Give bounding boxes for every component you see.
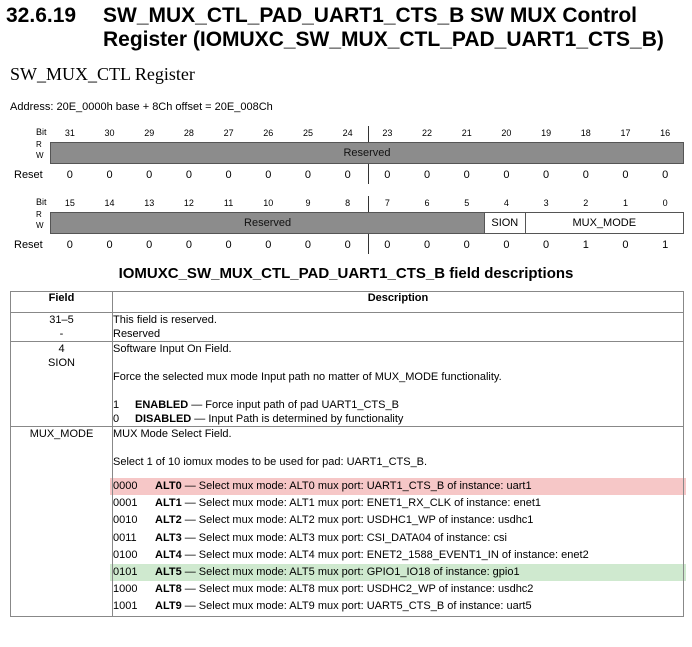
register-subtitle: SW_MUX_CTL Register bbox=[10, 64, 195, 84]
description-cell bbox=[113, 342, 684, 427]
table-header-row bbox=[11, 292, 684, 313]
register-field-reserved: Reserved bbox=[51, 143, 683, 163]
reset-value: 0 bbox=[146, 239, 153, 251]
reset-value: 0 bbox=[344, 169, 351, 181]
alt-code: 1001 bbox=[113, 600, 138, 613]
table-title: IOMUXC_SW_MUX_CTL_PAD_UART1_CTS_B field descriptions bbox=[118, 265, 574, 282]
bit-number: 21 bbox=[461, 128, 472, 138]
bit-number: 12 bbox=[183, 198, 194, 208]
reset-value: 0 bbox=[304, 169, 312, 181]
reset-value: 0 bbox=[384, 169, 391, 181]
reset-value: 1 bbox=[662, 239, 669, 251]
field-name: SION bbox=[48, 357, 75, 369]
alt-code: 0101 bbox=[113, 566, 138, 579]
description-line: Reserved bbox=[113, 328, 161, 340]
field-column-header: Field bbox=[11, 292, 113, 313]
description-cell bbox=[113, 313, 684, 342]
register-diagram-lower bbox=[0, 196, 692, 256]
alt-code: 0010 bbox=[113, 514, 138, 527]
reset-value: 0 bbox=[463, 239, 470, 251]
reset-value: 0 bbox=[225, 239, 232, 251]
bit-number: 2 bbox=[583, 198, 589, 208]
reset-value: 0 bbox=[106, 169, 113, 181]
description-line: Software Input On Field. bbox=[113, 343, 232, 355]
reset-value: 0 bbox=[265, 169, 272, 181]
reset-value: 0 bbox=[265, 239, 272, 251]
register-field-mux-mode: MUX_MODE bbox=[526, 213, 684, 233]
bit-number: 30 bbox=[104, 128, 115, 138]
alt-description: — Select mux mode: ALT4 mux port: ENET2_1588_EVENT1_IN of instance: enet2 bbox=[181, 548, 589, 561]
mux-alt-item bbox=[110, 495, 686, 512]
write-label: W bbox=[36, 221, 44, 230]
bit-number: 18 bbox=[580, 128, 591, 138]
reset-value: 0 bbox=[384, 239, 391, 251]
reset-value: 0 bbox=[582, 169, 589, 181]
reset-value: 0 bbox=[66, 239, 73, 251]
enum-code: 0 bbox=[113, 413, 120, 425]
table-row-reserved bbox=[11, 313, 684, 342]
enum-item bbox=[113, 398, 683, 412]
field-bar-upper bbox=[50, 142, 684, 164]
reset-value: 0 bbox=[503, 169, 510, 181]
reset-value: 0 bbox=[543, 239, 550, 251]
alt-code: 0000 bbox=[113, 480, 138, 492]
bit-number: 13 bbox=[144, 198, 155, 208]
description-cell bbox=[113, 427, 684, 617]
bit-number: 14 bbox=[104, 198, 115, 208]
enum-item bbox=[113, 412, 683, 426]
bit-number: 29 bbox=[144, 128, 155, 138]
alt-code: 1000 bbox=[113, 583, 138, 596]
bit-number: 17 bbox=[620, 128, 631, 138]
bit-number: 1 bbox=[622, 198, 628, 208]
description-line: MUX Mode Select Field. bbox=[113, 428, 232, 440]
byte-divider bbox=[368, 234, 369, 254]
alt-description: — Select mux mode: ALT5 mux port: GPIO1_IO18 of instance: gpio1 bbox=[181, 566, 520, 579]
write-label: W bbox=[36, 151, 44, 160]
bit-number: 31 bbox=[64, 128, 75, 138]
bit-number: 0 bbox=[662, 198, 668, 208]
alt-description: — Select mux mode: ALT1 mux port: ENET1_RX_CLK of instance: enet1 bbox=[181, 497, 541, 510]
table-row-mux-mode bbox=[11, 427, 684, 617]
field-cell bbox=[11, 342, 113, 427]
alt-description: — Select mux mode: ALT3 mux port: CSI_DATA04 of instance: csi bbox=[181, 531, 507, 544]
reset-value: 0 bbox=[423, 239, 431, 251]
bit-number: 20 bbox=[501, 128, 512, 138]
bit-number: 11 bbox=[223, 198, 234, 208]
bit-number: 9 bbox=[305, 198, 311, 208]
field-descriptions-table bbox=[10, 291, 684, 617]
enum-text: — Input Path is determined by functionality bbox=[191, 413, 404, 425]
bit-number: 24 bbox=[342, 128, 353, 138]
enum-name: DISABLED bbox=[135, 413, 192, 425]
description-line: Force the selected mux mode Input path no matter of MUX_MODE functionality. bbox=[113, 371, 502, 383]
field-name: - bbox=[59, 328, 64, 340]
alt-description: — Select mux mode: ALT0 mux port: UART1_CTS_B of instance: uart1 bbox=[181, 480, 532, 492]
reset-value: 0 bbox=[622, 169, 629, 181]
bit-label: Bit bbox=[36, 197, 47, 207]
reset-value: 0 bbox=[304, 239, 312, 251]
mux-alt-item bbox=[110, 564, 686, 581]
register-field-reserved: Reserved bbox=[51, 213, 485, 233]
reset-value: 0 bbox=[543, 169, 550, 181]
reset-value: 1 bbox=[582, 239, 589, 251]
reset-value: 0 bbox=[66, 169, 73, 181]
byte-divider bbox=[368, 196, 369, 212]
bit-number: 23 bbox=[382, 128, 393, 138]
enum-name: ENABLED bbox=[135, 399, 189, 411]
description-line: Select 1 of 10 iomux modes to be used for pad: UART1_CTS_B. bbox=[113, 456, 428, 468]
alt-name: ALT0 bbox=[155, 480, 182, 492]
read-label: R bbox=[36, 140, 42, 149]
alt-description: — Select mux mode: ALT8 mux port: USDHC2_WP of instance: usdhc2 bbox=[181, 583, 534, 596]
reset-value: 0 bbox=[106, 239, 113, 251]
field-cell bbox=[11, 427, 113, 617]
mux-alt-item bbox=[110, 598, 686, 615]
reset-label: Reset bbox=[14, 239, 43, 251]
mux-alt-item bbox=[110, 581, 686, 598]
alt-name: ALT5 bbox=[155, 566, 182, 579]
mux-alt-item bbox=[110, 547, 686, 564]
reset-value: 0 bbox=[463, 169, 470, 181]
reset-value: 0 bbox=[344, 239, 351, 251]
bit-number: 19 bbox=[541, 128, 552, 138]
mux-alt-item bbox=[110, 478, 686, 495]
alt-code: 0001 bbox=[113, 497, 138, 510]
alt-name: ALT4 bbox=[155, 548, 182, 561]
enum-code: 1 bbox=[113, 399, 120, 411]
byte-divider bbox=[368, 164, 369, 184]
field-cell bbox=[11, 313, 113, 342]
reset-value: 0 bbox=[662, 169, 669, 181]
bit-number: 28 bbox=[183, 128, 194, 138]
bit-number: 25 bbox=[302, 128, 313, 138]
field-bits: 4 bbox=[58, 343, 65, 355]
register-address: Address: 20E_0000h base + 8Ch offset = 20E_008Ch bbox=[10, 101, 273, 113]
bit-label: Bit bbox=[36, 127, 47, 137]
bit-number: 15 bbox=[64, 198, 75, 208]
alt-name: ALT1 bbox=[155, 497, 182, 510]
bit-number: 4 bbox=[503, 198, 509, 208]
bit-number: 3 bbox=[543, 198, 549, 208]
reset-value: 0 bbox=[503, 239, 510, 251]
bit-number: 16 bbox=[660, 128, 671, 138]
reset-value: 0 bbox=[146, 169, 153, 181]
read-label: R bbox=[36, 210, 42, 219]
reset-value: 0 bbox=[225, 169, 232, 181]
register-field-sion: SION bbox=[485, 213, 525, 233]
alt-name: ALT9 bbox=[155, 600, 182, 613]
table-row-sion bbox=[11, 342, 684, 427]
alt-code: 0100 bbox=[113, 548, 138, 561]
section-title: SW_MUX_CTL_PAD_UART1_CTS_B SW MUX Control Register (IOMUXC_SW_MUX_CTL_PAD_UART1_CTS_B) bbox=[103, 4, 664, 51]
reset-value: 0 bbox=[622, 239, 629, 251]
reset-value: 0 bbox=[423, 169, 431, 181]
byte-divider bbox=[368, 126, 369, 142]
reset-value: 0 bbox=[185, 239, 192, 251]
mux-alt-item bbox=[110, 512, 686, 529]
alt-description: — Select mux mode: ALT2 mux port: USDHC1_WP of instance: usdhc1 bbox=[181, 514, 534, 527]
alt-name: ALT2 bbox=[155, 514, 182, 527]
alt-description: — Select mux mode: ALT9 mux port: UART5_CTS_B of instance: uart5 bbox=[181, 600, 532, 613]
mux-alt-item bbox=[110, 530, 686, 547]
field-bar-lower bbox=[50, 212, 684, 234]
alt-code: 0011 bbox=[113, 531, 137, 544]
reset-value: 0 bbox=[185, 169, 192, 181]
bit-number: 10 bbox=[263, 198, 274, 208]
bit-number: 26 bbox=[263, 128, 274, 138]
bit-number: 8 bbox=[345, 198, 351, 208]
reset-label: Reset bbox=[14, 169, 43, 181]
field-bits: 31–5 bbox=[49, 314, 74, 326]
bit-number: 6 bbox=[424, 198, 430, 208]
bit-number: 7 bbox=[384, 198, 390, 208]
register-diagram-upper bbox=[0, 126, 692, 186]
bit-number: 22 bbox=[422, 128, 433, 138]
bit-number: 5 bbox=[464, 198, 470, 208]
mux-mode-alt-list bbox=[113, 478, 683, 616]
description-line: This field is reserved. bbox=[113, 314, 217, 326]
bit-number: 27 bbox=[223, 128, 234, 138]
alt-name: ALT8 bbox=[155, 583, 182, 596]
section-number: 32.6.19 bbox=[6, 4, 77, 27]
description-column-header: Description bbox=[113, 292, 684, 313]
alt-name: ALT3 bbox=[155, 531, 182, 544]
enum-text: — Force input path of pad UART1_CTS_B bbox=[188, 399, 399, 411]
field-name: MUX_MODE bbox=[29, 428, 94, 440]
